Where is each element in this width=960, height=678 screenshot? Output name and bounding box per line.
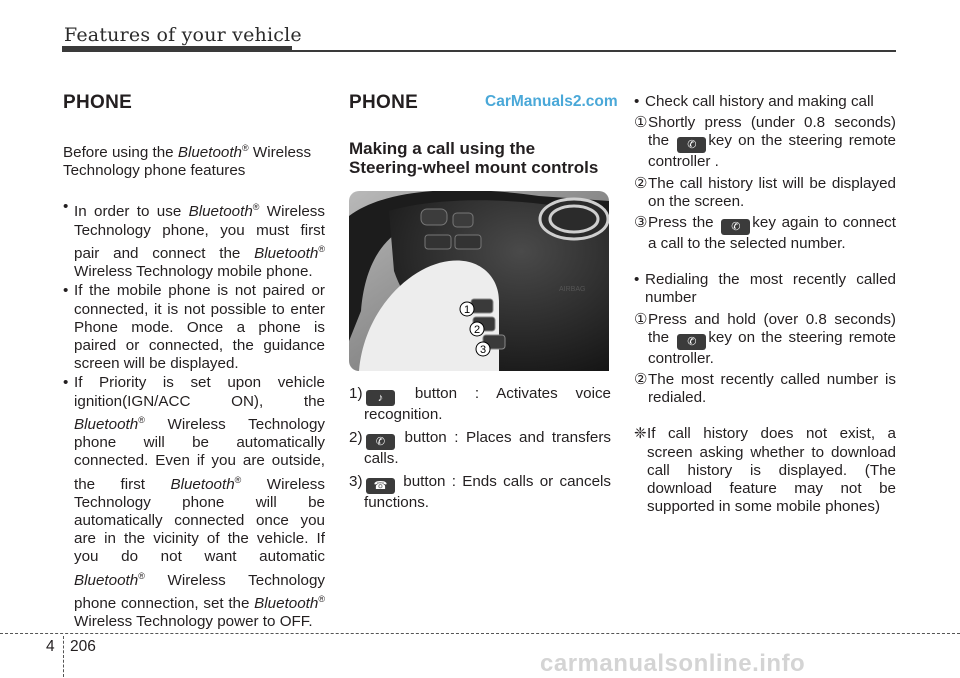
list-item: ② The call history list will be displayed on the screen. [634, 174, 896, 210]
column-right [634, 90, 896, 516]
call-key-icon: ✆ [721, 219, 750, 235]
list-item: • In order to use Bluetooth® Wireless Technology phone, you must first pair and connect the Bluetooth® Wireless Technology mobile phone. [63, 198, 325, 281]
section-heading-phone-2: PHONE [349, 92, 419, 113]
header-rule-thin [292, 50, 896, 52]
list-item: 2) ✆ button : Places and transfers calls. [349, 429, 611, 468]
svg-text:AIRBAG: AIRBAG [559, 286, 586, 293]
steering-wheel-photo [349, 191, 609, 371]
list-item: 3) ☎ button : Ends calls or cancels functions. [349, 473, 611, 512]
footer-rule [0, 633, 960, 634]
footer-divider [63, 636, 64, 677]
steering-wheel-illustration [349, 191, 609, 371]
intro-paragraph: Before using the Bluetooth® Wireless Technology phone features [63, 143, 312, 180]
call-key-icon: ✆ [677, 137, 706, 153]
chapter-number: 4 [46, 638, 55, 655]
phone-bullet-list [63, 198, 325, 631]
callout-1: 1 [463, 304, 471, 316]
voice-recognition-key-icon: ♪ [366, 390, 395, 406]
footer-watermark[interactable]: carmanualsonline.info [540, 650, 806, 677]
button-description-list [349, 385, 611, 513]
list-item: ③ Press the ✆ key again to connect a call to the selected number. [634, 214, 896, 253]
running-header: Features of your vehicle [64, 24, 302, 46]
call-key-icon: ✆ [677, 334, 706, 350]
call-key-icon: ✆ [366, 434, 395, 450]
callout-3: 3 [479, 344, 487, 356]
redial-heading: • Redialing the most recently called number [634, 271, 896, 307]
list-item: ② The most recently called number is redialed. [634, 371, 896, 407]
end-call-key-icon: ☎ [366, 478, 395, 494]
note-paragraph: ❈ If call history does not exist, a screen asking whether to download call history is displayed. (The download feature may not be supported in some mobile phones) [634, 425, 896, 516]
watermark-link[interactable]: CarManuals2.com [485, 93, 618, 110]
list-item: 1) ♪ button : Activates voice recognition. [349, 385, 611, 423]
page-number: 206 [70, 638, 96, 655]
list-item: • If Priority is set upon vehicle ignition(IGN/ACC ON), the Bluetooth® Wireless Technology phone will be automatically connected. Even if you are outside, the first Bluetooth® Wireless Technology phone will be automatically connected once you are in the vicinity of the vehicle. If you do not want automatic Bluetooth® Wireless Technology phone connection, set the Bluetooth® Wireless Technology power to OFF. [63, 374, 325, 631]
column-left [63, 90, 325, 632]
call-history-heading: • Check call history and making call [634, 93, 874, 110]
column-middle [349, 90, 611, 518]
subheading-steering-controls: Making a call using the Steering-wheel mount controls [349, 139, 599, 177]
callout-2: 2 [473, 324, 481, 336]
header-rule-thick [62, 46, 292, 52]
list-item: • If the mobile phone is not paired or connected, it is not possible to enter Phone mode. Once a phone is paired or connected, the guidance screen will be displayed. [63, 282, 325, 373]
section-heading-phone: PHONE [63, 92, 133, 113]
list-item: ① Shortly press (under 0.8 seconds) the ✆ key on the steering remote controller . [634, 114, 896, 171]
list-item: ① Press and hold (over 0.8 seconds) the ✆ key on the steering remote controller. [634, 310, 896, 367]
